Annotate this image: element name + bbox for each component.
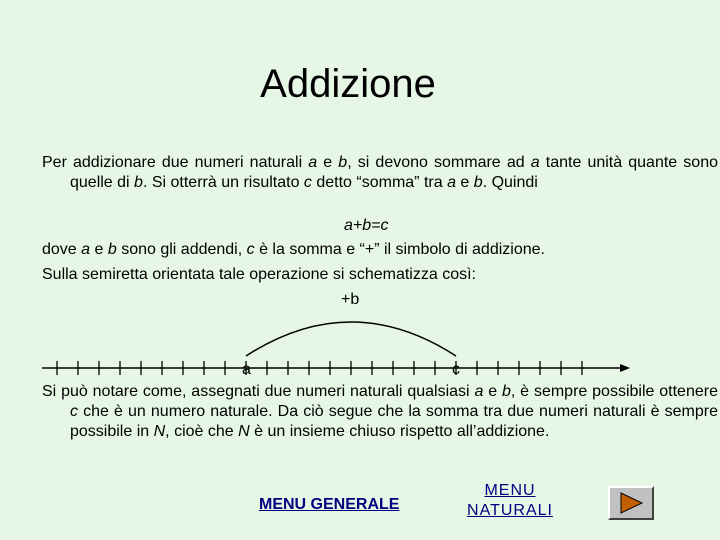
menu-naturali-line1: MENU	[484, 482, 536, 499]
page-title: Addizione	[260, 62, 436, 106]
play-right-icon	[620, 492, 644, 514]
menu-naturali-link[interactable]	[458, 481, 562, 521]
arc-label: +b	[341, 291, 360, 308]
intro-paragraph: Per addizionare due numeri naturali a e b, si devono sommare ad a tante unità quante sono quelle di b. Si otterrà un risultato c detto “somma” tra a e b. Quindi	[42, 154, 718, 191]
conclusion-paragraph: Si può notare come, assegnati due numeri naturali qualsiasi a e b, è sempre possibile ottenere c che è un numero naturale. Da ciò segue che la somma tra due numeri naturali è sempre possibile in N, cioè che N è un insieme chiuso rispetto all’addizione.	[42, 383, 718, 440]
point-label-c: c	[452, 361, 460, 378]
point-label-a: a	[242, 361, 251, 378]
formula: a+b=c	[344, 217, 389, 234]
next-slide-button[interactable]	[608, 486, 654, 520]
number-line-arrowhead	[620, 364, 630, 372]
definition-text: dove a e b sono gli addendi, c è la somma e “+” il simbolo di addizione.	[42, 241, 545, 258]
menu-generale-link[interactable]: MENU GENERALE	[259, 496, 400, 513]
menu-naturali-line2: NATURALI	[467, 502, 553, 519]
addition-arc	[246, 322, 456, 356]
semiretta-text: Sulla semiretta orientata tale operazione si schematizza così:	[42, 266, 476, 283]
